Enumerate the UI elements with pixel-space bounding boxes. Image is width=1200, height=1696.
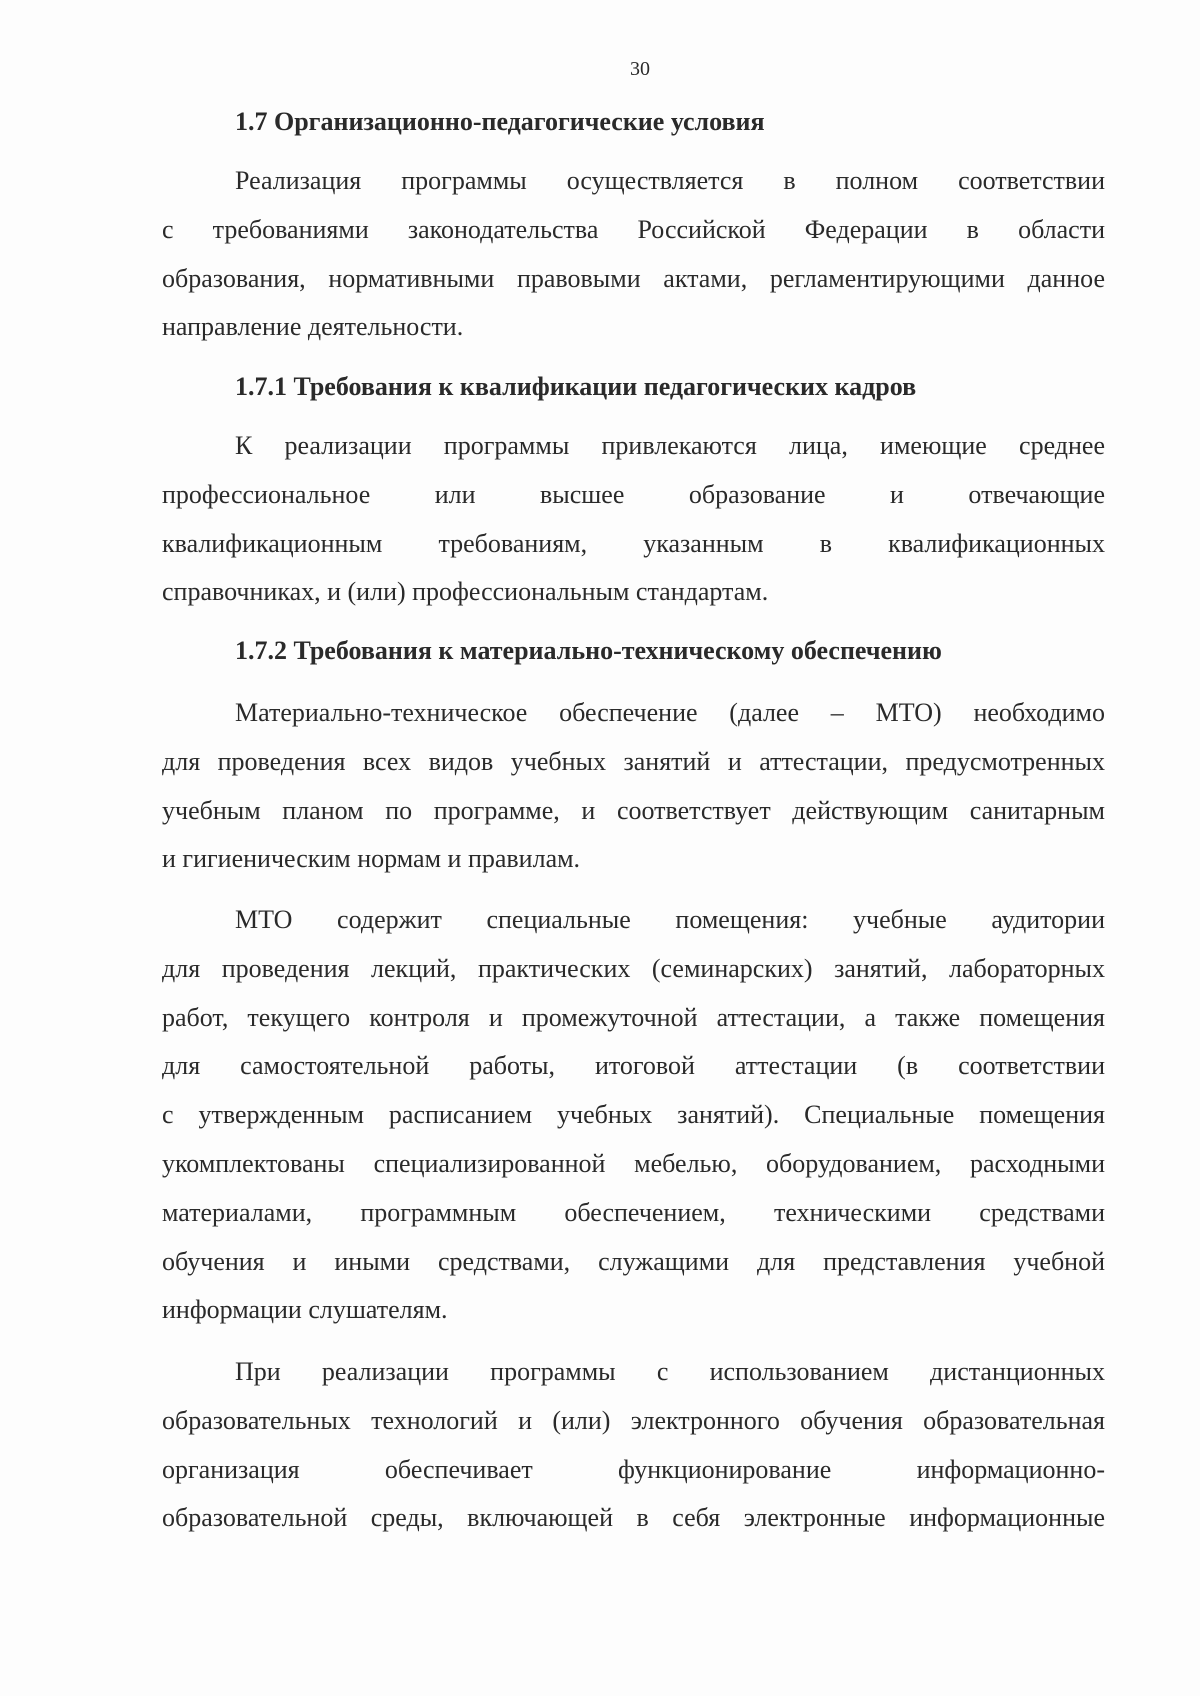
paragraph-line: При реализации программы с использованием дистанционных xyxy=(235,1357,1105,1386)
paragraph-line: образовательной среды, включающей в себя электронные информационные xyxy=(162,1503,1105,1533)
paragraph-line: и гигиеническим нормам и правилам. xyxy=(162,844,581,874)
paragraph-line: К реализации программы привлекаются лица, имеющие среднее xyxy=(235,431,1105,460)
paragraph-line: организация обеспечивает функционирование информационно- xyxy=(162,1454,1105,1484)
paragraph-line: работ, текущего контроля и промежуточной аттестации, а также помещения xyxy=(162,1002,1105,1032)
paragraph-line: для проведения лекций, практических (семинарских) занятий, лабораторных xyxy=(162,953,1105,983)
paragraph-line: с требованиями законодательства Российской Федерации в области xyxy=(162,214,1105,244)
paragraph-line: учебным планом по программе, и соответствует действующим санитарным xyxy=(162,795,1105,825)
paragraph-line: Материально-техническое обеспечение (далее – МТО) необходимо xyxy=(235,698,1105,727)
paragraph-line: профессиональное или высшее образование и отвечающие xyxy=(162,479,1105,509)
paragraph-line: с утвержденным расписанием учебных занятий). Специальные помещения xyxy=(162,1100,1105,1130)
paragraph-line: информации слушателям. xyxy=(162,1295,448,1325)
paragraph-line: укомплектованы специализированной мебелью, оборудованием, расходными xyxy=(162,1149,1105,1178)
paragraph-line: образовательных технологий и (или) электронного обучения образовательная xyxy=(162,1405,1105,1435)
section-heading: 1.7.1 Требования к квалификации педагогических кадров xyxy=(235,372,917,401)
paragraph-line: квалификационным требованиям, указанным в квалификационных xyxy=(162,528,1105,558)
paragraph-line: образования, нормативными правовыми актами, регламентирующими данное xyxy=(162,263,1105,293)
paragraph-line: обучения и иными средствами, служащими для представления учебной xyxy=(162,1246,1105,1276)
paragraph-line: справочниках, и (или) профессиональным стандартам. xyxy=(162,577,769,607)
paragraph-line: МТО содержит специальные помещения: учебные аудитории xyxy=(235,905,1105,934)
paragraph-line: Реализация программы осуществляется в полном соответствии xyxy=(235,166,1105,195)
page-number: 30 xyxy=(630,58,650,80)
paragraph-line: для самостоятельной работы, итоговой аттестации (в соответствии xyxy=(162,1051,1105,1081)
paragraph-line: материалами, программным обеспечением, техническими средствами xyxy=(162,1197,1105,1227)
paragraph-line: направление деятельности. xyxy=(162,312,464,342)
paragraph-line: для проведения всех видов учебных занятий и аттестации, предусмотренных xyxy=(162,746,1105,776)
section-heading: 1.7.2 Требования к материально-техническому обеспечению xyxy=(235,636,942,665)
section-heading: 1.7 Организационно-педагогические условия xyxy=(235,107,765,136)
